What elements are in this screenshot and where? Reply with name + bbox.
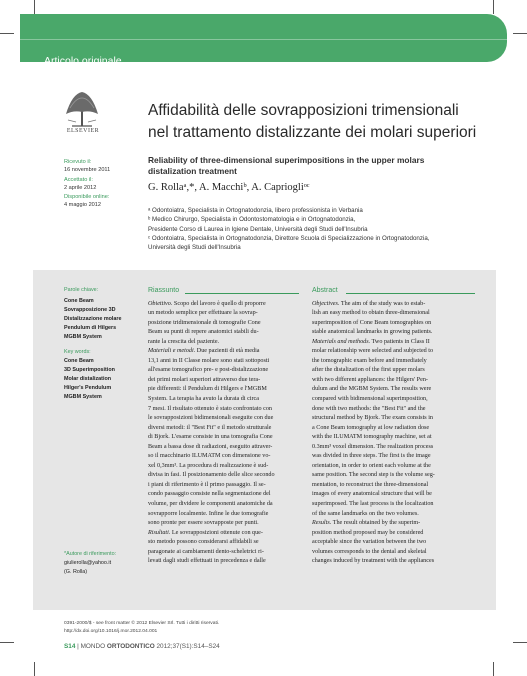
- line-text: paragonate ai cambiamenti dento-scheletrici ri-: [148, 548, 264, 555]
- abstract-line: [312, 443, 475, 453]
- elsevier-tree-logo: [62, 86, 102, 132]
- abstract-line: [312, 328, 475, 338]
- line-text: was divided in three steps. The first is the image: [312, 453, 431, 460]
- riassunto-line: [148, 338, 299, 348]
- abstract-line: [312, 338, 475, 348]
- riassunto-line: [148, 366, 299, 376]
- doi-link[interactable]: http://dx.doi.org/10.1016/j.mor.2012.04.001: [64, 628, 158, 634]
- article-title: [148, 100, 508, 144]
- crop-mark: [513, 642, 527, 643]
- line-text: orientation, in order to orient each volume at the: [312, 462, 431, 469]
- affiliation-line: Università degli Studi dell'Insubria: [148, 244, 241, 252]
- author-list: G. Rollaᵃ,*, A. Macchiᵇ, A. Capriogliᵒᶜ: [148, 182, 310, 193]
- line-text: volumes corresponds to the dental and skeletal: [312, 548, 427, 555]
- riassunto-line: [148, 500, 299, 510]
- journal-citation: 2012;37(S1):S14–S24: [154, 643, 220, 650]
- line-text: a Cone Beam tomography at low radiation dose: [312, 424, 430, 431]
- received-date: 16 novembre 2011: [64, 167, 111, 173]
- line-text: pie differenti: il Pendulum di Hilgers e l'MGBM: [148, 386, 267, 393]
- line-text: after the distalization of the first upper molars: [312, 367, 425, 374]
- riassunto-line: [148, 519, 299, 529]
- riassunto-line: [148, 538, 299, 548]
- received-label: Ricevuto il:: [64, 159, 92, 165]
- abstract-line: [312, 357, 475, 367]
- abstract-line: [312, 538, 475, 548]
- line-text: xel 0,3mm³. La procedura di realizzazione è sud-: [148, 462, 269, 469]
- line-text: so il macchinario ILUMATM con dimensione vo-: [148, 453, 271, 460]
- title-line: nel trattamento distalizzante dei molari superiori: [148, 124, 477, 141]
- riassunto-line: [148, 557, 299, 567]
- abstract-heading: Abstract: [312, 287, 338, 294]
- keyword-it: MGBM System: [64, 333, 102, 340]
- abstract-line: [312, 548, 475, 558]
- correspondence-name: (G. Rolla): [64, 568, 88, 575]
- line-text: rante la crescita del paziente.: [148, 338, 220, 345]
- riassunto-line: [148, 433, 299, 443]
- spacer: [64, 341, 142, 348]
- abstract-line: [312, 347, 475, 357]
- section-lead: Materiali e metodi.: [148, 348, 196, 355]
- keywords-panel: [64, 286, 142, 402]
- title-line: Affidabilità delle sovrapposizioni trimensionali: [148, 102, 459, 119]
- line-text: diversi metodi: il "Best Fit" e il metodo strutturale: [148, 424, 272, 431]
- line-text: System. La terapia ha avuto la durata di circa: [148, 396, 259, 403]
- line-text: images of every anatomical structure that will be: [312, 491, 432, 498]
- abstract-line: [312, 319, 475, 329]
- subtitle-line: Reliability of three-dimensional superimpositions in the upper molars: [148, 155, 425, 165]
- abstract-line: [312, 300, 475, 310]
- riassunto-line: [148, 300, 299, 310]
- line-text: with two different appliances: the Hilgers' Pen-: [312, 376, 428, 383]
- line-text: le sovrapposizioni bidimensionali eseguite con due: [148, 415, 274, 422]
- abstract-line: [312, 452, 475, 462]
- correspondence-email[interactable]: giulierolla@yahoo.it: [64, 559, 112, 566]
- abstract-line: [312, 462, 475, 472]
- crop-mark: [493, 0, 494, 14]
- line-text: dei primi molari superiori attraverso due tera-: [148, 376, 261, 383]
- crop-mark: [34, 0, 35, 14]
- correspondence-label: *Autore di riferimento:: [64, 551, 117, 557]
- keyword-en: Molar distalization: [64, 376, 112, 383]
- abstract-line: [312, 366, 475, 376]
- line-text: the tomographic exam before and immediately: [312, 357, 427, 364]
- journal-prefix: | MONDO: [77, 643, 107, 650]
- riassunto-line: [148, 443, 299, 453]
- crop-mark: [34, 662, 35, 676]
- keyword-it: Pendulum di Hilgers: [64, 324, 117, 331]
- abstract-line: [312, 500, 475, 510]
- line-text: lish an easy method to obtain three-dimensional: [312, 310, 430, 317]
- line-text: i piani di riferimento è il primo passaggio. Il se-: [148, 481, 266, 488]
- abstract-line: [312, 433, 475, 443]
- line-text: structural method by Bjork. The exam consists in: [312, 415, 433, 422]
- riassunto-heading: Riassunto: [148, 287, 180, 294]
- line-text: di Bjork. L'esame consiste in una tomografia Cone: [148, 434, 273, 441]
- abstract-line: [312, 510, 475, 520]
- keywords-it-label: Parole chiave:: [64, 287, 99, 293]
- abstract-line: [312, 395, 475, 405]
- riassunto-line: [148, 328, 299, 338]
- crop-mark: [513, 33, 527, 34]
- section-lead: Obiettivo.: [148, 300, 173, 307]
- line-text: 7 mesi. Il risultato ottenuto è stato confrontato con: [148, 405, 272, 412]
- abstract-column: [312, 286, 475, 567]
- journal-name: ORTODONTICO: [106, 643, 155, 650]
- line-text: mentation, to reconstruct the three-dimensional: [312, 481, 429, 488]
- line-text: of the same landmarks on the two volumes.: [312, 510, 419, 517]
- riassunto-line: [148, 424, 299, 434]
- line-text: levati dagli studi effettuati in precedenza e dalle: [148, 558, 266, 565]
- keyword-en: MGBM System: [64, 393, 102, 400]
- line-text: divisa in fasi. Il posizionamento delle slice secondo: [148, 472, 275, 479]
- affiliations: [148, 206, 478, 252]
- abstract-line: [312, 490, 475, 500]
- affiliation-line: ᶜ Odontoiatra, Specialista in Ortognatodonzia, Direttore Scuola di Specializzazione in Ortognatodonzia,: [148, 234, 430, 242]
- copyright-line: 0391-2000/$ - see front matter © 2012 Elsevier Srl. Tutti i diritti riservati.: [64, 621, 220, 626]
- riassunto-line: [148, 529, 299, 539]
- line-text: Beam a bassa dose di radiazioni, eseguito attraver-: [148, 443, 273, 450]
- riassunto-line: [148, 481, 299, 491]
- line-text: changes induced by treatment with the appliances: [312, 558, 435, 565]
- section-lead: Risultati.: [148, 529, 171, 536]
- line-text: Due pazienti di età media: [195, 348, 260, 355]
- line-text: posizione tridimensionale di tomografie Cone: [148, 319, 261, 326]
- abstract-line: [312, 424, 475, 434]
- riassunto-line: [148, 395, 299, 405]
- line-text: Two patients in Class II: [370, 338, 430, 345]
- riassunto-line: [148, 309, 299, 319]
- riassunto-body: [148, 300, 299, 567]
- keyword-en: Cone Beam: [64, 358, 94, 365]
- line-text: The result obtained by the superim-: [331, 520, 421, 527]
- line-text: with the ILUMATM tomography machine, set at: [312, 434, 432, 441]
- riassunto-line: [148, 414, 299, 424]
- line-text: superimposed. The last process is the localization: [312, 501, 434, 508]
- riassunto-line: [148, 452, 299, 462]
- abstract-line: [312, 529, 475, 539]
- abstract-line: [312, 519, 475, 529]
- abstract-line: [312, 481, 475, 491]
- accepted-label: Accettato il:: [64, 176, 93, 183]
- accepted-date: 2 aprile 2012: [64, 184, 97, 191]
- riassunto-line: [148, 357, 299, 367]
- affiliation-line: ᵇ Medico Chirurgo, Specialista in Odontostomatologia e in Ortognatodonzia,: [148, 216, 356, 224]
- abstract-line: [312, 405, 475, 415]
- keyword-it: Distalizzazione molare: [64, 315, 122, 322]
- abstract-line: [312, 471, 475, 481]
- keyword-en: 3D Superimposition: [64, 367, 115, 374]
- riassunto-line: [148, 347, 299, 357]
- riassunto-line: [148, 405, 299, 415]
- line-text: Le sovrapposizioni ottenute con que-: [170, 529, 263, 536]
- abstract-line: [312, 414, 475, 424]
- line-text: un metodo semplice per effettuare la sovrap-: [148, 310, 258, 317]
- riassunto-line: [148, 385, 299, 395]
- keyword-en: Hilger's Pendulum: [64, 385, 112, 392]
- keyword-it: Sovrapposizione 3D: [64, 306, 116, 313]
- line-text: condo passaggio consiste nella segmentazione del: [148, 491, 271, 498]
- keywords-en-label: Key words:: [64, 349, 91, 356]
- abstract-line: [312, 376, 475, 386]
- riassunto-line: [148, 490, 299, 500]
- affiliation-line: ᵃ Odontoiatra, Specialista in Ortognatodonzia, libero professionista in Verbania: [148, 207, 363, 214]
- affiliation-line: Presidente Corso di Laurea in Igiene Dentale, Università degli Studi dell'Insubria: [148, 225, 368, 233]
- english-title: [148, 155, 468, 177]
- line-text: compared with bidimensional superimposition,: [312, 396, 428, 403]
- line-text: 13,1 anni in II Classe molare sono stati sottoposti: [148, 357, 270, 364]
- correspondence: [64, 550, 144, 577]
- section-lead: Materials and methods.: [312, 338, 371, 345]
- line-text: Scopo del lavoro è quello di proporre: [172, 300, 266, 307]
- article-dates: [64, 158, 144, 211]
- line-text: all'esame tomografico pre- e post-distalizzazione: [148, 367, 269, 374]
- publisher-wordmark: ELSEVIER: [66, 128, 100, 134]
- crop-mark: [0, 33, 14, 34]
- online-label: Disponibile online:: [64, 194, 110, 200]
- riassunto-column: [148, 286, 299, 567]
- abstract-body: [312, 300, 475, 567]
- line-text: stable anatomical landmarks in growing patients.: [312, 329, 433, 336]
- abstract-line: [312, 557, 475, 567]
- riassunto-line: [148, 376, 299, 386]
- crop-mark: [0, 642, 14, 643]
- copyright-footer: [64, 620, 444, 635]
- line-text: same position. The second step is the volume seg-: [312, 472, 435, 479]
- line-text: The aim of the study was to estab-: [339, 300, 426, 307]
- journal-footer: [64, 643, 484, 650]
- line-text: position method proposed may be considered: [312, 529, 424, 536]
- crop-mark: [493, 662, 494, 676]
- section-label: Articolo originale: [44, 55, 122, 67]
- page-number: S14: [64, 643, 76, 650]
- subtitle-line: distalization treatment: [148, 166, 237, 176]
- keyword-it: Cone Beam: [64, 297, 94, 304]
- line-text: sono pronte per essere sovrapposte per punti.: [148, 520, 259, 527]
- line-text: dulum and the MGBM System. The results were: [312, 386, 432, 393]
- riassunto-line: [148, 510, 299, 520]
- line-text: Beam su punti di repere anatomici stabili du-: [148, 329, 259, 336]
- riassunto-line: [148, 548, 299, 558]
- section-lead: Results.: [312, 520, 332, 527]
- line-text: superimposition of Cone Beam tomographies on: [312, 319, 432, 326]
- line-text: molar relationship were selected and subjected to: [312, 348, 434, 355]
- line-text: done with two methods: the "Best Fit" and the: [312, 405, 426, 412]
- riassunto-line: [148, 471, 299, 481]
- line-text: sovrapporre localmente. Infine le due tomografie: [148, 510, 269, 517]
- line-text: volume, per dividere le componenti anatomiche da: [148, 501, 273, 508]
- riassunto-line: [148, 319, 299, 329]
- line-text: 0.3mm³ voxel dimension. The realization process: [312, 443, 434, 450]
- abstract-line: [312, 309, 475, 319]
- line-text: sto metodo possono considerarsi affidabili se: [148, 539, 259, 546]
- section-lead: Objectives.: [312, 300, 340, 307]
- online-date: 4 maggio 2012: [64, 202, 102, 208]
- banner-divider: [20, 39, 507, 40]
- abstract-line: [312, 385, 475, 395]
- riassunto-line: [148, 462, 299, 472]
- line-text: acceptable since the variation between the two: [312, 539, 427, 546]
